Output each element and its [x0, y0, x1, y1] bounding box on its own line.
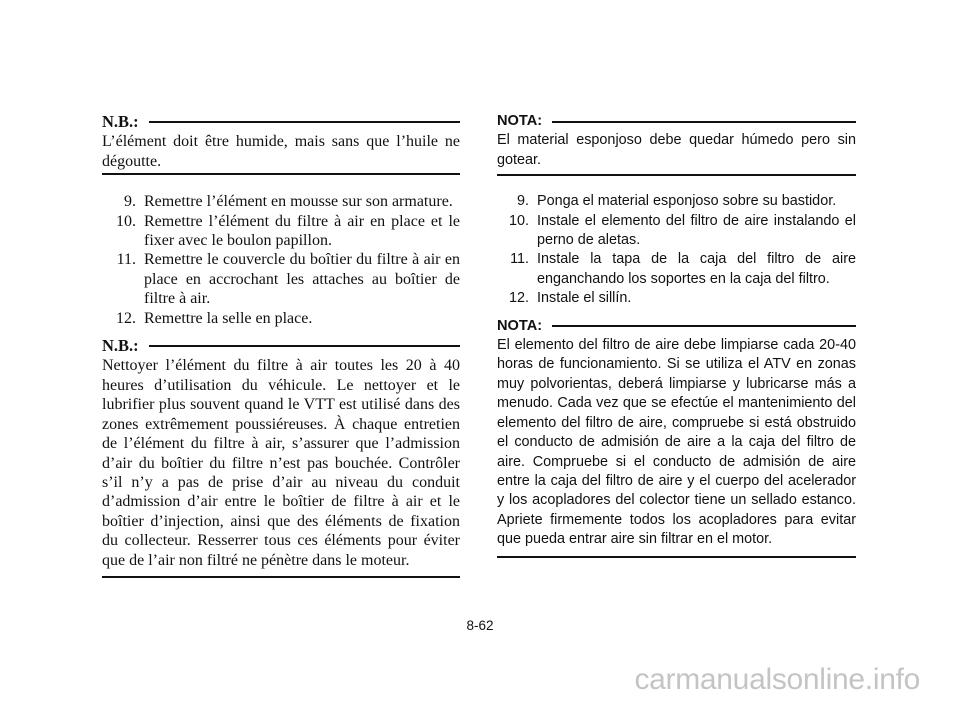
note-end-rule — [497, 556, 856, 558]
note-rule — [149, 121, 460, 123]
note-rule — [552, 325, 856, 327]
step-text: Remettre le couvercle du boîtier du filtre à air en place en accrochant les attaches au boîtier de filtre à air. — [144, 251, 460, 308]
spanish-note2-label: NOTA: — [497, 317, 543, 334]
note-end-rule — [102, 173, 460, 175]
spanish-note2-heading — [497, 317, 856, 336]
spanish-note1-text: El material esponjoso debe quedar húmedo pero sin gotear. — [497, 132, 856, 168]
step-number: 10. — [116, 212, 136, 230]
step-number: 9. — [124, 193, 136, 211]
watermark: carmanualsonline.info — [634, 663, 920, 696]
spanish-note1-label: NOTA: — [497, 113, 543, 129]
list-item — [497, 289, 856, 308]
step-number: 11. — [510, 251, 529, 268]
french-note1-label: N.B.: — [102, 112, 139, 131]
list-item — [102, 309, 460, 328]
step-text: Instale el sillín. — [537, 290, 632, 307]
spanish-steps-list — [497, 192, 856, 308]
french-note1-text: L’élément doit être humide, mais sans que l’huile ne dégoutte. — [102, 133, 460, 170]
step-text: Remettre l’élément en mousse sur son armature. — [144, 193, 453, 211]
note-rule — [149, 345, 460, 347]
french-note2-text: Nettoyer l’élément du filtre à air toutes les 20 à 40 heures d’utilisation du véhicule. Le nettoyer et le lubrifier plus souvent quand le VTT est utilisé dans des zones extrêmement poussiéreuses. À chaque entretien de l’élément du filtre à air, s’assurer que l’admission d’air du boîtier du filtre n’est pas bouchée. Contrôler s’il n’y a pas de prise d’air au niveau du conduit d’admission d’air entre le boîtier de filtre à air et le boîtier d’injection, ainsi que des éléments de fixation du collecteur. Resserrer tous ces éléments pour éviter que de l’air non filtré ne pénètre dans le moteur. — [102, 357, 460, 569]
note-rule — [552, 121, 856, 123]
step-text: Instale la tapa de la caja del filtro de aire enganchando los soportes en la caja del filtro. — [537, 251, 856, 287]
step-number: 12. — [116, 309, 136, 327]
step-number: 9. — [516, 193, 529, 210]
step-number: 10. — [508, 212, 529, 229]
list-item — [497, 250, 856, 289]
step-text: Remettre la selle en place. — [144, 309, 313, 327]
french-note1-heading — [102, 112, 460, 131]
french-column — [102, 112, 460, 578]
step-text: Remettre l’élément du filtre à air en place et le fixer avec le boulon papillon. — [144, 212, 460, 250]
note-end-rule — [497, 174, 856, 176]
spanish-column — [497, 112, 856, 558]
french-note2-label: N.B.: — [102, 336, 139, 356]
list-item — [102, 192, 460, 211]
step-number: 11. — [116, 251, 136, 269]
step-text: Instale el elemento del filtro de aire instalando el perno de aletas. — [537, 212, 856, 249]
french-note2-heading — [102, 336, 460, 355]
list-item — [497, 192, 856, 211]
page-number: 8-62 — [466, 618, 494, 633]
spanish-note1-heading — [497, 112, 856, 131]
list-item — [102, 250, 460, 308]
list-item — [497, 212, 856, 251]
step-number: 12. — [508, 290, 529, 307]
spanish-note2-text: El elemento del filtro de aire debe limpiarse cada 20-40 horas de funcionamiento. Si se utiliza el ATV en zonas muy polvorientas, deberá limpiarse y lubricarse más a menudo. Cada vez que se efectúe el mantenimiento del elemento del filtro de aire, compruebe si está obstruido el conducto de admisión de aire a la caja del filtro de aire. Compruebe si el conducto de admisión de aire entre la caja del filtro de aire y el cuerpo del acelerador y los acopladores del colector tiene un sellado estanco. Apriete firmemente todos los acopladores para evitar que pueda entrar aire sin filtrar en el motor. — [497, 337, 856, 548]
french-steps-list — [102, 192, 460, 328]
note-end-rule — [102, 576, 460, 578]
list-item — [102, 212, 460, 251]
step-text: Ponga el material esponjoso sobre su bastidor. — [537, 193, 837, 210]
